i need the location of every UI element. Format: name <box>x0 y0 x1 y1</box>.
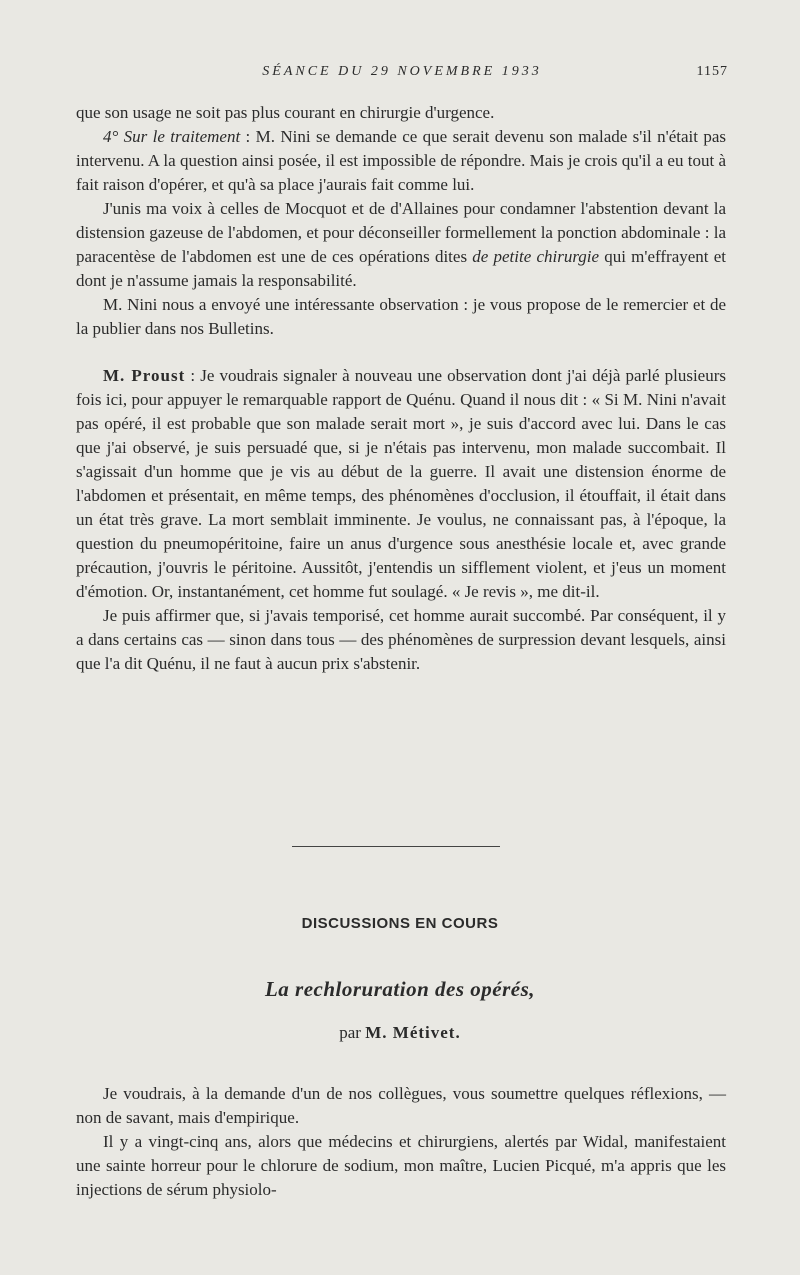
byline-prefix: par <box>339 1023 366 1042</box>
page-number: 1157 <box>696 64 728 79</box>
byline <box>0 1023 800 1043</box>
paragraph: Il y a vingt-cinq ans, alors que médecins et chirurgiens, alertés par Widal, manifestaient une sainte horreur pour le chlorure de sodium, mon maître, Lucien Picqué, m'a appris que les injections de sérum physiolo- <box>76 1132 726 1199</box>
paragraph-text: : M. Nini se demande ce que serait devenu son malade s'il n'était pas intervenu. A la question ainsi posée, il est impossible de répondre. Mais je crois qu'il a eu tout à fait raison d'opérer, et qu'à sa place j'aurais fait comme lui. <box>76 127 727 194</box>
section-heading: DISCUSSIONS EN COURS <box>301 915 499 932</box>
paragraph <box>76 364 726 604</box>
speaker-name: M. Proust <box>103 366 186 385</box>
article-title: La rechloruration des opérés, <box>264 977 535 1001</box>
paragraph <box>76 197 726 293</box>
discussion-text <box>76 101 726 676</box>
paragraph: que son usage ne soit pas plus courant en chirurgie d'urgence. <box>76 103 495 122</box>
section-divider <box>292 846 500 847</box>
article-text <box>76 1082 726 1202</box>
byline-author: M. Métivet. <box>365 1023 461 1042</box>
paragraph-gap <box>76 341 726 364</box>
paragraph: Je puis affirmer que, si j'avais temporisé, cet homme aurait succombé. Par conséquent, il y a dans certains cas — sinon dans tous — des phénomènes de surpression devant lesquels, ainsi que l'a dit Quénu, il ne faut à aucun prix s'abstenir. <box>76 606 726 673</box>
page-header <box>76 62 728 86</box>
paragraph-text: J'unis ma voix à celles de Mocquot et de d'Allaines pour condamner l'abstention devant la distension gazeuse de l'abdomen, et pour déconseiller formellement la ponction abdominale : la paracentèse de l'abdomen est une de ces opérations dites <box>76 199 726 266</box>
section-marker: 4° Sur le traitement <box>103 127 241 146</box>
running-title: SÉANCE DU 29 NOVEMBRE 1933 <box>262 64 542 79</box>
paragraph: Je voudrais, à la demande d'un de nos collègues, vous soumettre quelques réflexions, — non de savant, mais d'empirique. <box>76 1084 726 1127</box>
italic-phrase: de petite chirurgie <box>472 247 600 266</box>
paragraph-text: qui m'effrayent et dont je n'assume jamais la responsabilité. <box>76 247 726 290</box>
paragraph-text: : Je voudrais signaler à nouveau une observation dont j'ai déjà parlé plusieurs fois ici, pour appuyer le remarquable rapport de Quénu. Quand il nous dit : « Si M. Nini n'avait pas opéré, il est probable que son malade serait mort », je suis d'accord avec lui. Dans le cas que j'ai observé, je suis persuadé que, si je n'étais pas intervenu, mon malade succombait. Il s'agissait d'un homme que je vis au début de la guerre. Il avait une distension énorme de l'abdomen et présentait, en même temps, des phénomènes d'occlusion, il étouffait, il était dans un état très grave. La mort semblait imminente. Je voulus, ne connaissant pas, à l'époque, la question du pneumopéritoine, faire un anus d'urgence sous anesthésie locale et, avec grande précaution, j'ouvris le péritoine. Aussitôt, j'entendis un sifflement violent, et j'eus un moment d'émotion. Or, instantanément, cet homme fut soulagé. « Je revis », me dit-il. <box>76 366 726 601</box>
paragraph: M. Nini nous a envoyé une intéressante observation : je vous propose de le remercier et de la publier dans nos Bulletins. <box>76 295 726 338</box>
paragraph <box>76 125 726 197</box>
